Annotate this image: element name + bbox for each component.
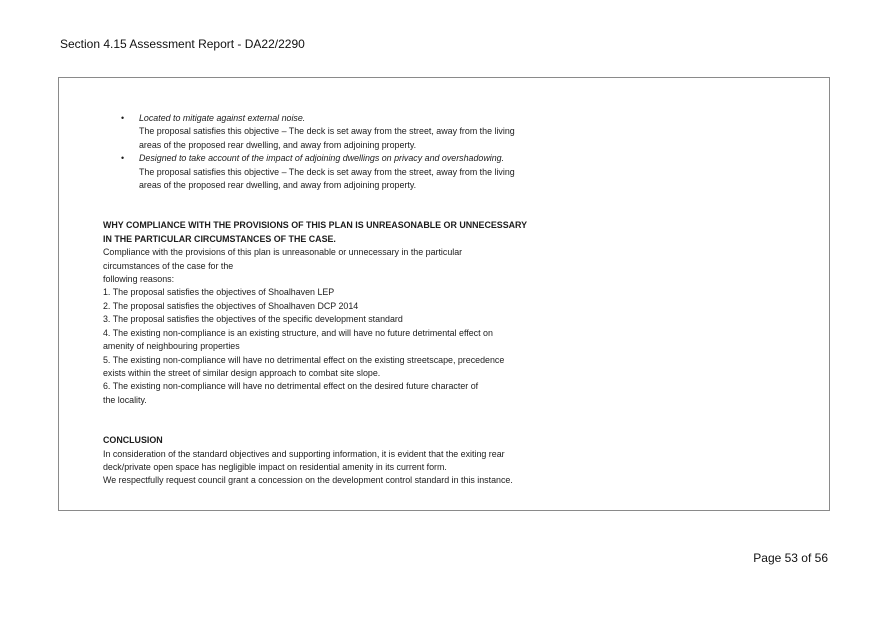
why-heading: WHY COMPLIANCE WITH THE PROVISIONS OF THIS PLAN IS UNREASONABLE OR UNNECESSARY xyxy=(103,220,528,231)
spacer xyxy=(103,192,623,219)
conclusion-text-line: deck/private open space has negligible impact on residential amenity in its current form. xyxy=(103,461,447,472)
conclusion-section xyxy=(103,434,623,488)
reason-line: 1. The proposal satisfies the objectives of Shoalhaven LEP xyxy=(103,287,335,298)
objective-text-line: areas of the proposed rear dwelling, and away from adjoining property. xyxy=(139,180,417,191)
why-section xyxy=(103,219,623,407)
objective-title: Located to mitigate against external noise. xyxy=(139,113,306,123)
objectives-list xyxy=(103,112,623,192)
conclusion-heading: CONCLUSION xyxy=(103,435,163,446)
reason-line: 5. The existing non-compliance will have no detrimental effect on the existing streetscape, precedence xyxy=(103,354,505,365)
list-item xyxy=(121,152,623,192)
page-number: Page 53 of 56 xyxy=(753,551,828,565)
report-header-title: Section 4.15 Assessment Report - DA22/2290 xyxy=(60,37,305,51)
objective-text-line: areas of the proposed rear dwelling, and away from adjoining property. xyxy=(139,139,417,150)
spacer xyxy=(103,407,623,434)
why-text-line: Compliance with the provisions of this plan is unreasonable or unnecessary in the particular xyxy=(103,247,463,258)
objective-title: Designed to take account of the impact of adjoining dwellings on privacy and overshadowing. xyxy=(139,153,505,164)
bullet-icon: • xyxy=(121,113,125,123)
objective-text-line: The proposal satisfies this objective – The deck is set away from the street, away from the living xyxy=(139,126,515,137)
why-heading: IN THE PARTICULAR CIRCUMSTANCES OF THE CASE. xyxy=(103,233,336,244)
document-body xyxy=(103,112,623,488)
why-text-line: following reasons: xyxy=(103,274,175,285)
reason-line: amenity of neighbouring properties xyxy=(103,341,240,352)
reason-line: 3. The proposal satisfies the objectives of the specific development standard xyxy=(103,314,403,325)
reason-line: 2. The proposal satisfies the objectives of Shoalhaven DCP 2014 xyxy=(103,300,359,311)
list-item xyxy=(121,112,623,152)
reason-line: exists within the street of similar design approach to combat site slope. xyxy=(103,367,381,378)
bullet-icon: • xyxy=(121,153,125,164)
conclusion-text-line: We respectfully request council grant a concession on the development control standard in this instance. xyxy=(103,475,513,486)
conclusion-text-line: In consideration of the standard objectives and supporting information, it is evident that the exiting rear xyxy=(103,448,505,459)
embedded-document-image xyxy=(58,77,830,511)
reason-line: 6. The existing non-compliance will have no detrimental effect on the desired future character of xyxy=(103,381,479,392)
reason-line: 4. The existing non-compliance is an existing structure, and will have no future detrimental effect on xyxy=(103,327,493,338)
why-text-line: circumstances of the case for the xyxy=(103,260,234,271)
reason-line: the locality. xyxy=(103,394,147,405)
objective-text-line: The proposal satisfies this objective – The deck is set away from the street, away from the living xyxy=(139,166,515,177)
